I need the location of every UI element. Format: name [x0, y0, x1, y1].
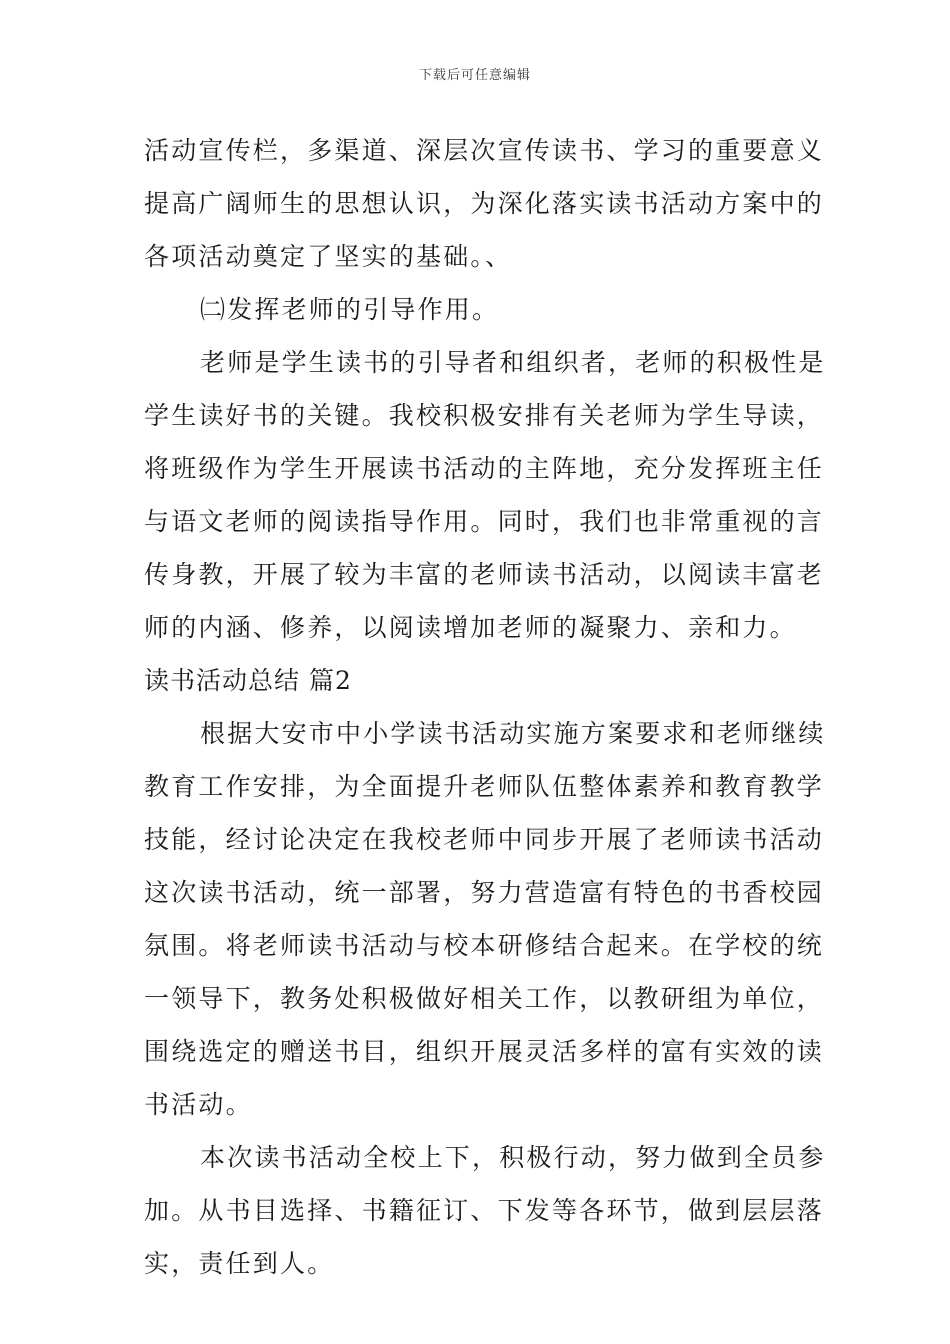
text-line: 师的内涵、修养，以阅读增加老师的凝聚力、亲和力。: [144, 613, 797, 642]
text-line: 活动宣传栏，多渠道、深层次宣传读书、学习的重要意义: [144, 136, 825, 165]
text-line: 加。从书目选择、书籍征订、下发等各环节，做到层层落: [144, 1196, 825, 1225]
text-line: 学生读好书的关键。我校积极安排有关老师为学生导读，: [144, 401, 825, 430]
text-line: 教育工作安排，为全面提升老师队伍整体素养和教育教学: [144, 772, 825, 801]
document-body: [144, 124, 826, 1290]
page-header-note: 下载后可任意编辑: [418, 68, 531, 83]
paragraph-3: [144, 707, 826, 1131]
text-line: 书活动。: [144, 1090, 253, 1119]
paragraph-1: [144, 124, 825, 283]
text-line: 老师是学生读书的引导者和组织者，老师的积极性是: [200, 348, 826, 377]
text-line: 根据大安市中小学读书活动实施方案要求和老师继续: [200, 719, 826, 748]
text-line: 提高广阔师生的思想认识，为深化落实读书活动方案中的: [144, 189, 825, 218]
section-title: 读书活动总结 篇2: [144, 666, 352, 695]
text-line: 氛围。将老师读书活动与校本研修结合起来。在学校的统: [144, 931, 825, 960]
text-line: 技能，经讨论决定在我校老师中同步开展了老师读书活动: [144, 825, 825, 854]
text-line: 将班级作为学生开展读书活动的主阵地，充分发挥班主任: [144, 454, 825, 483]
paragraph-4: [144, 1131, 826, 1290]
text-line: 实，责任到人。: [144, 1249, 335, 1278]
text-line: 本次读书活动全校上下，积极行动，努力做到全员参: [200, 1143, 826, 1172]
text-line: 各项活动奠定了坚实的基础。、: [144, 242, 513, 271]
subheading-2: ㈡发挥老师的引导作用。: [200, 295, 500, 324]
text-line: 传身教，开展了较为丰富的老师读书活动，以阅读丰富老: [144, 560, 825, 589]
paragraph-2: [144, 336, 826, 654]
text-line: 这次读书活动，统一部署，努力营造富有特色的书香校园: [144, 878, 825, 907]
text-line: 与语文老师的阅读指导作用。同时，我们也非常重视的言: [144, 507, 825, 536]
text-line: 围绕选定的赠送书目，组织开展灵活多样的富有实效的读: [144, 1037, 825, 1066]
text-line: 一领导下，教务处积极做好相关工作，以教研组为单位，: [144, 984, 825, 1013]
